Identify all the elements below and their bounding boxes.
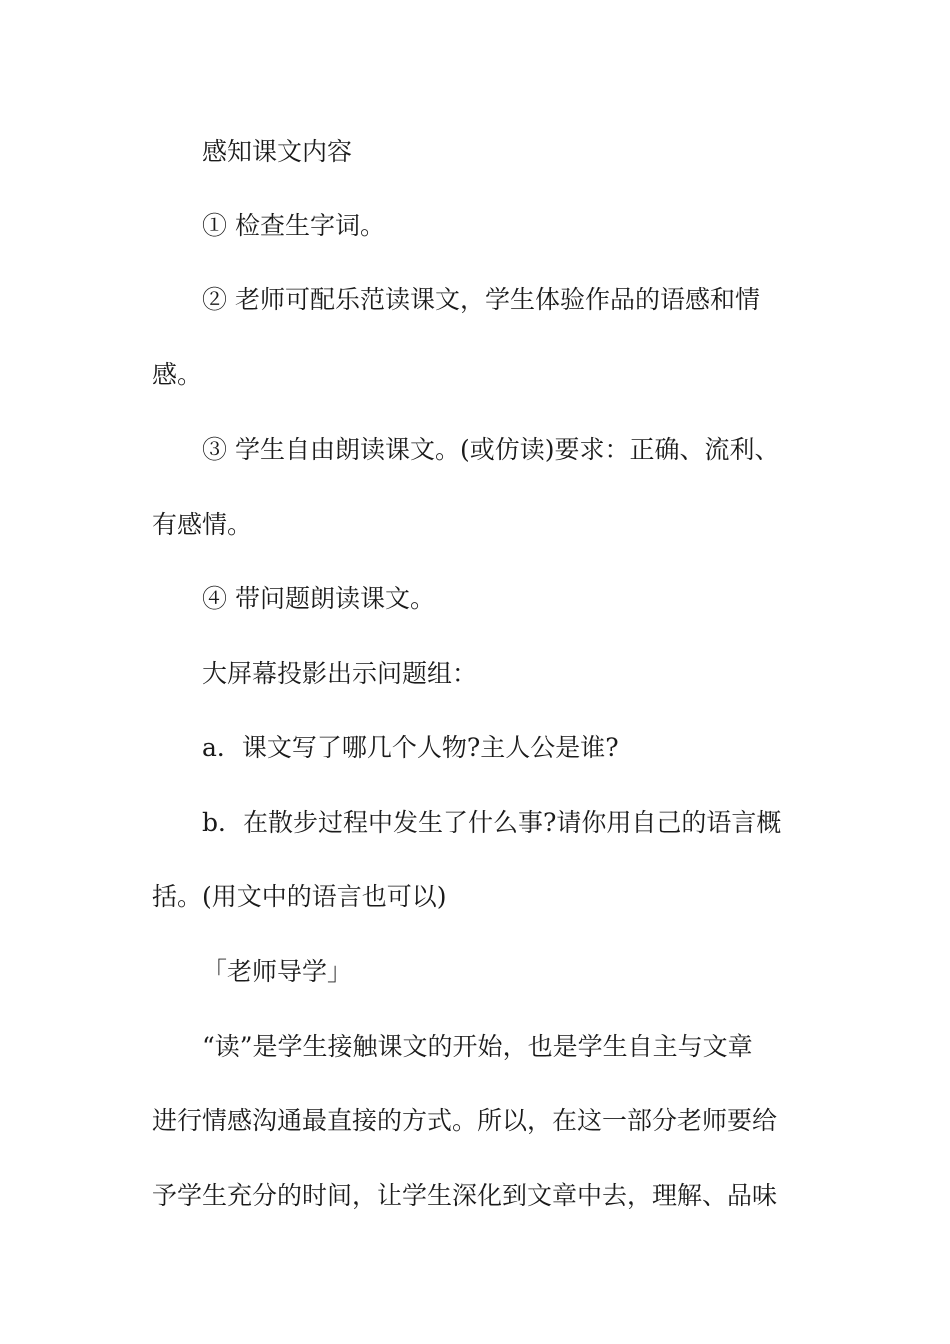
question-a: a．课文写了哪几个人物?主人公是谁?	[202, 733, 619, 762]
step-2-text: ② 老师可配乐范读课文，学生体验作品的语感和情	[202, 285, 760, 314]
step-1-text: ① 检查生字词。	[202, 211, 385, 240]
guide-paragraph-line-3: 予学生充分的时间，让学生深化到文章中去，理解、品味	[152, 1181, 778, 1210]
question-b-continued: 括。(用文中的语言也可以)	[152, 882, 447, 911]
step-2-text-continued: 感。	[152, 360, 203, 389]
question-b: b．在散步过程中发生了什么事?请你用自己的语言概	[202, 808, 782, 837]
question-group-intro: 大屏幕投影出示问题组：	[202, 659, 478, 688]
step-3-text-continued: 有感情。	[152, 510, 253, 539]
guide-paragraph-line-1: “读”是学生接触课文的开始，也是学生自主与文章	[202, 1032, 753, 1061]
section-heading: 感知课文内容	[202, 137, 353, 166]
step-3-text: ③ 学生自由朗读课文。(或仿读)要求：正确、流利、	[202, 435, 780, 464]
teacher-guide-heading: 「老师导学」	[202, 957, 353, 986]
guide-paragraph-line-2: 进行情感沟通最直接的方式。所以，在这一部分老师要给	[152, 1106, 778, 1135]
step-4-text: ④ 带问题朗读课文。	[202, 584, 435, 613]
